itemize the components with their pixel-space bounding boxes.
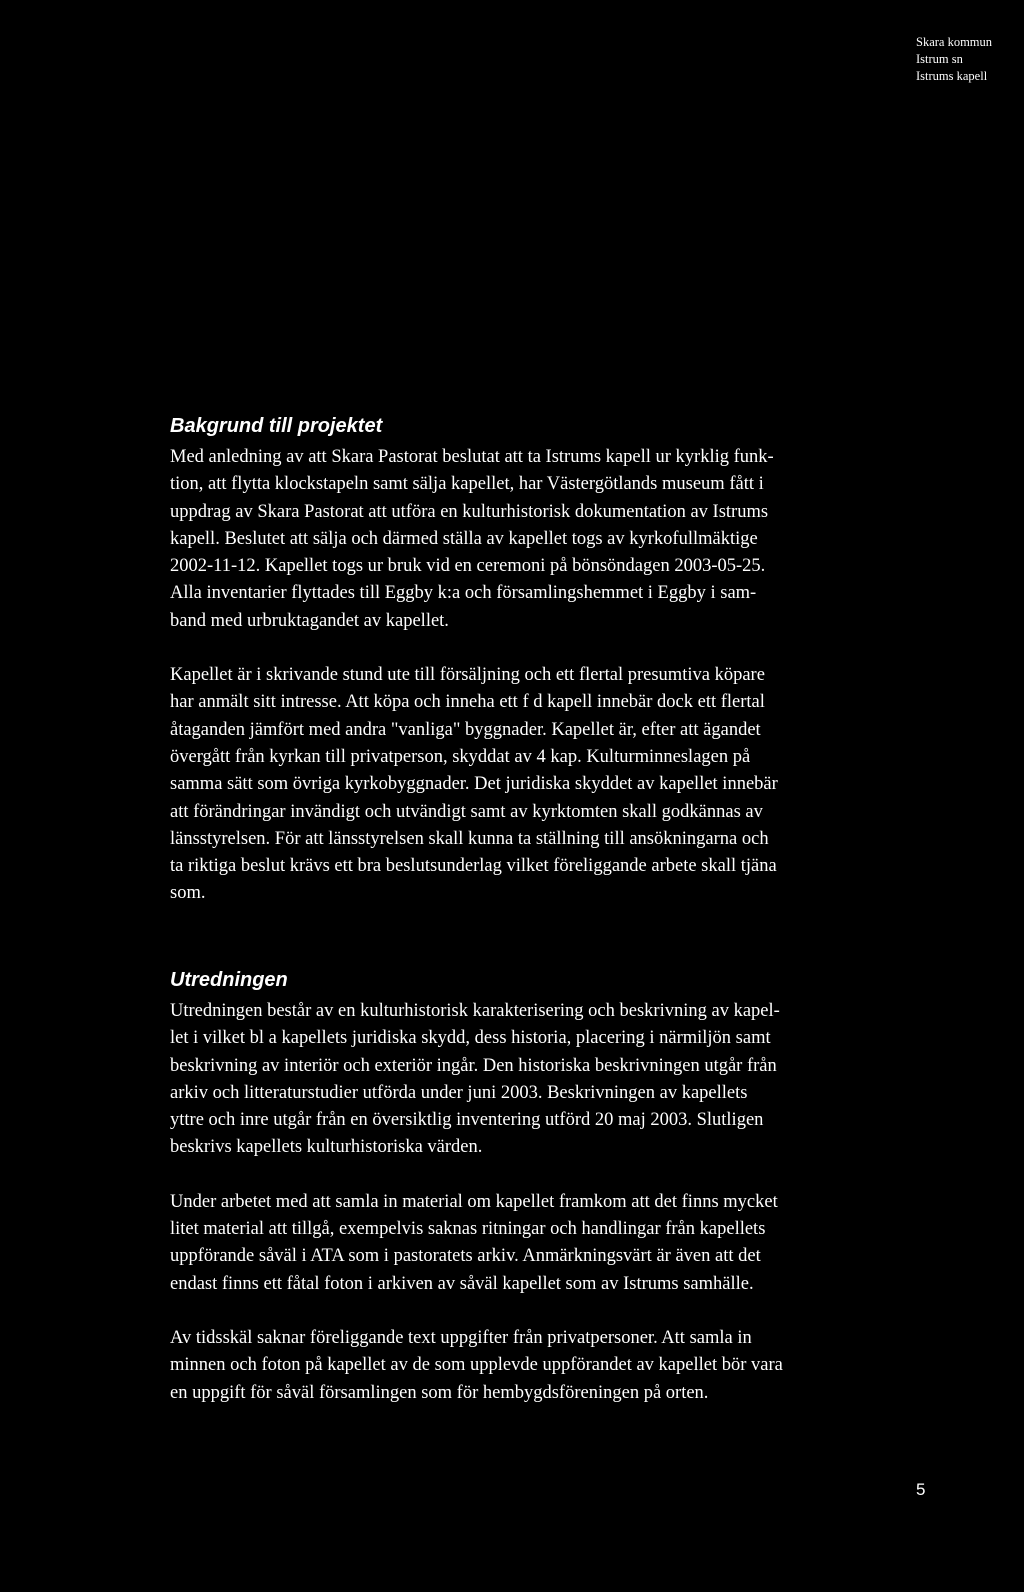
paragraph (170, 1189, 920, 1298)
text-line: kapell. Beslutet att sälja och därmed ställa av kapellet togs av kyrkofullmäktige (170, 528, 758, 549)
text-line: länsstyrelsen. För att länsstyrelsen skall kunna ta ställning till ansökningarna och (170, 828, 769, 849)
text-line: ta riktiga beslut krävs ett bra beslutsunderlag vilket föreliggande arbete skall tjäna (170, 856, 777, 877)
header-parish: Istrum sn (916, 52, 963, 66)
paragraph (170, 1325, 920, 1407)
text-line: beskrivning av interiör och exteriör ingår. Den historiska beskrivningen utgår från (170, 1055, 777, 1076)
paragraph (170, 998, 920, 1162)
text-line: åtaganden jämfört med andra "vanliga" byggnader. Kapellet är, efter att ägandet (170, 719, 761, 740)
paragraph (170, 444, 920, 635)
section-investigation (170, 968, 920, 1407)
text-line: beskrivs kapellets kulturhistoriska värden. (170, 1137, 483, 1158)
text-line: Med anledning av att Skara Pastorat beslutat att ta Istrums kapell ur kyrklig funk- (170, 447, 774, 467)
text-line: yttre och inre utgår från en översiktlig inventering utförd 20 maj 2003. Slutligen (170, 1110, 764, 1131)
text-line: en uppgift för såväl församlingen som för hembygdsföreningen på orten. (170, 1382, 709, 1403)
text-line: Under arbetet med att samla in material om kapellet framkom att det finns mycket (170, 1191, 778, 1212)
section-background (170, 414, 920, 908)
page-number: 5 (916, 1480, 926, 1499)
text-line: band med urbruktagandet av kapellet. (170, 610, 449, 631)
text-line: Utredningen består av en kulturhistorisk karakterisering och beskrivning av kapel- (170, 1001, 780, 1021)
text-line: endast finns ett fåtal foton i arkiven av såväl kapellet som av Istrums samhälle. (170, 1273, 754, 1294)
text-line: 2002-11-12. Kapellet togs ur bruk vid en ceremoni på bönsöndagen 2003-05-25. (170, 556, 766, 577)
text-line: att förändringar invändigt och utvändigt samt av kyrktomten skall godkännas av (170, 801, 763, 822)
text-line: Kapellet är i skrivande stund ute till försäljning och ett flertal presumtiva köpare (170, 665, 765, 686)
text-line: Av tidsskäl saknar föreliggande text uppgifter från privatpersoner. Att samla in (170, 1327, 752, 1348)
text-line: övergått från kyrkan till privatperson, skyddat av 4 kap. Kulturminneslagen på (170, 746, 751, 767)
text-line: uppförande såväl i ATA som i pastoratets arkiv. Anmärkningsvärt är även att det (170, 1246, 761, 1267)
section-heading: Bakgrund till projektet (170, 415, 383, 437)
text-line: tion, att flytta klockstapeln samt sälja kapellet, har Västergötlands museum fått i (170, 474, 764, 495)
text-line: samma sätt som övriga kyrkobyggnader. Det juridiska skyddet av kapellet innebär (170, 774, 778, 795)
text-line: arkiv och litteraturstudier utförda under juni 2003. Beskrivningen av kapellets (170, 1082, 748, 1103)
text-line: litet material att tillgå, exempelvis saknas ritningar och handlingar från kapellets (170, 1219, 766, 1240)
text-line: uppdrag av Skara Pastorat att utföra en kulturhistorisk dokumentation av Istrums (170, 501, 769, 522)
paragraph (170, 662, 920, 908)
text-line: som. (170, 883, 206, 904)
section-heading: Utredningen (170, 969, 288, 991)
running-header (916, 34, 1016, 85)
text-line: let i vilket bl a kapellets juridiska skydd, dess historia, placering i närmiljön samt (170, 1028, 771, 1049)
header-chapel: Istrums kapell (916, 69, 988, 83)
text-line: minnen och foton på kapellet av de som upplevde uppförandet av kapellet bör vara (170, 1355, 783, 1376)
header-municipality: Skara kommun (916, 35, 993, 49)
text-line: Alla inventarier flyttades till Eggby k:a och församlingshemmet i Eggby i sam- (170, 583, 757, 604)
text-line: har anmält sitt intresse. Att köpa och inneha ett f d kapell innebär dock ett flertal (170, 692, 765, 713)
